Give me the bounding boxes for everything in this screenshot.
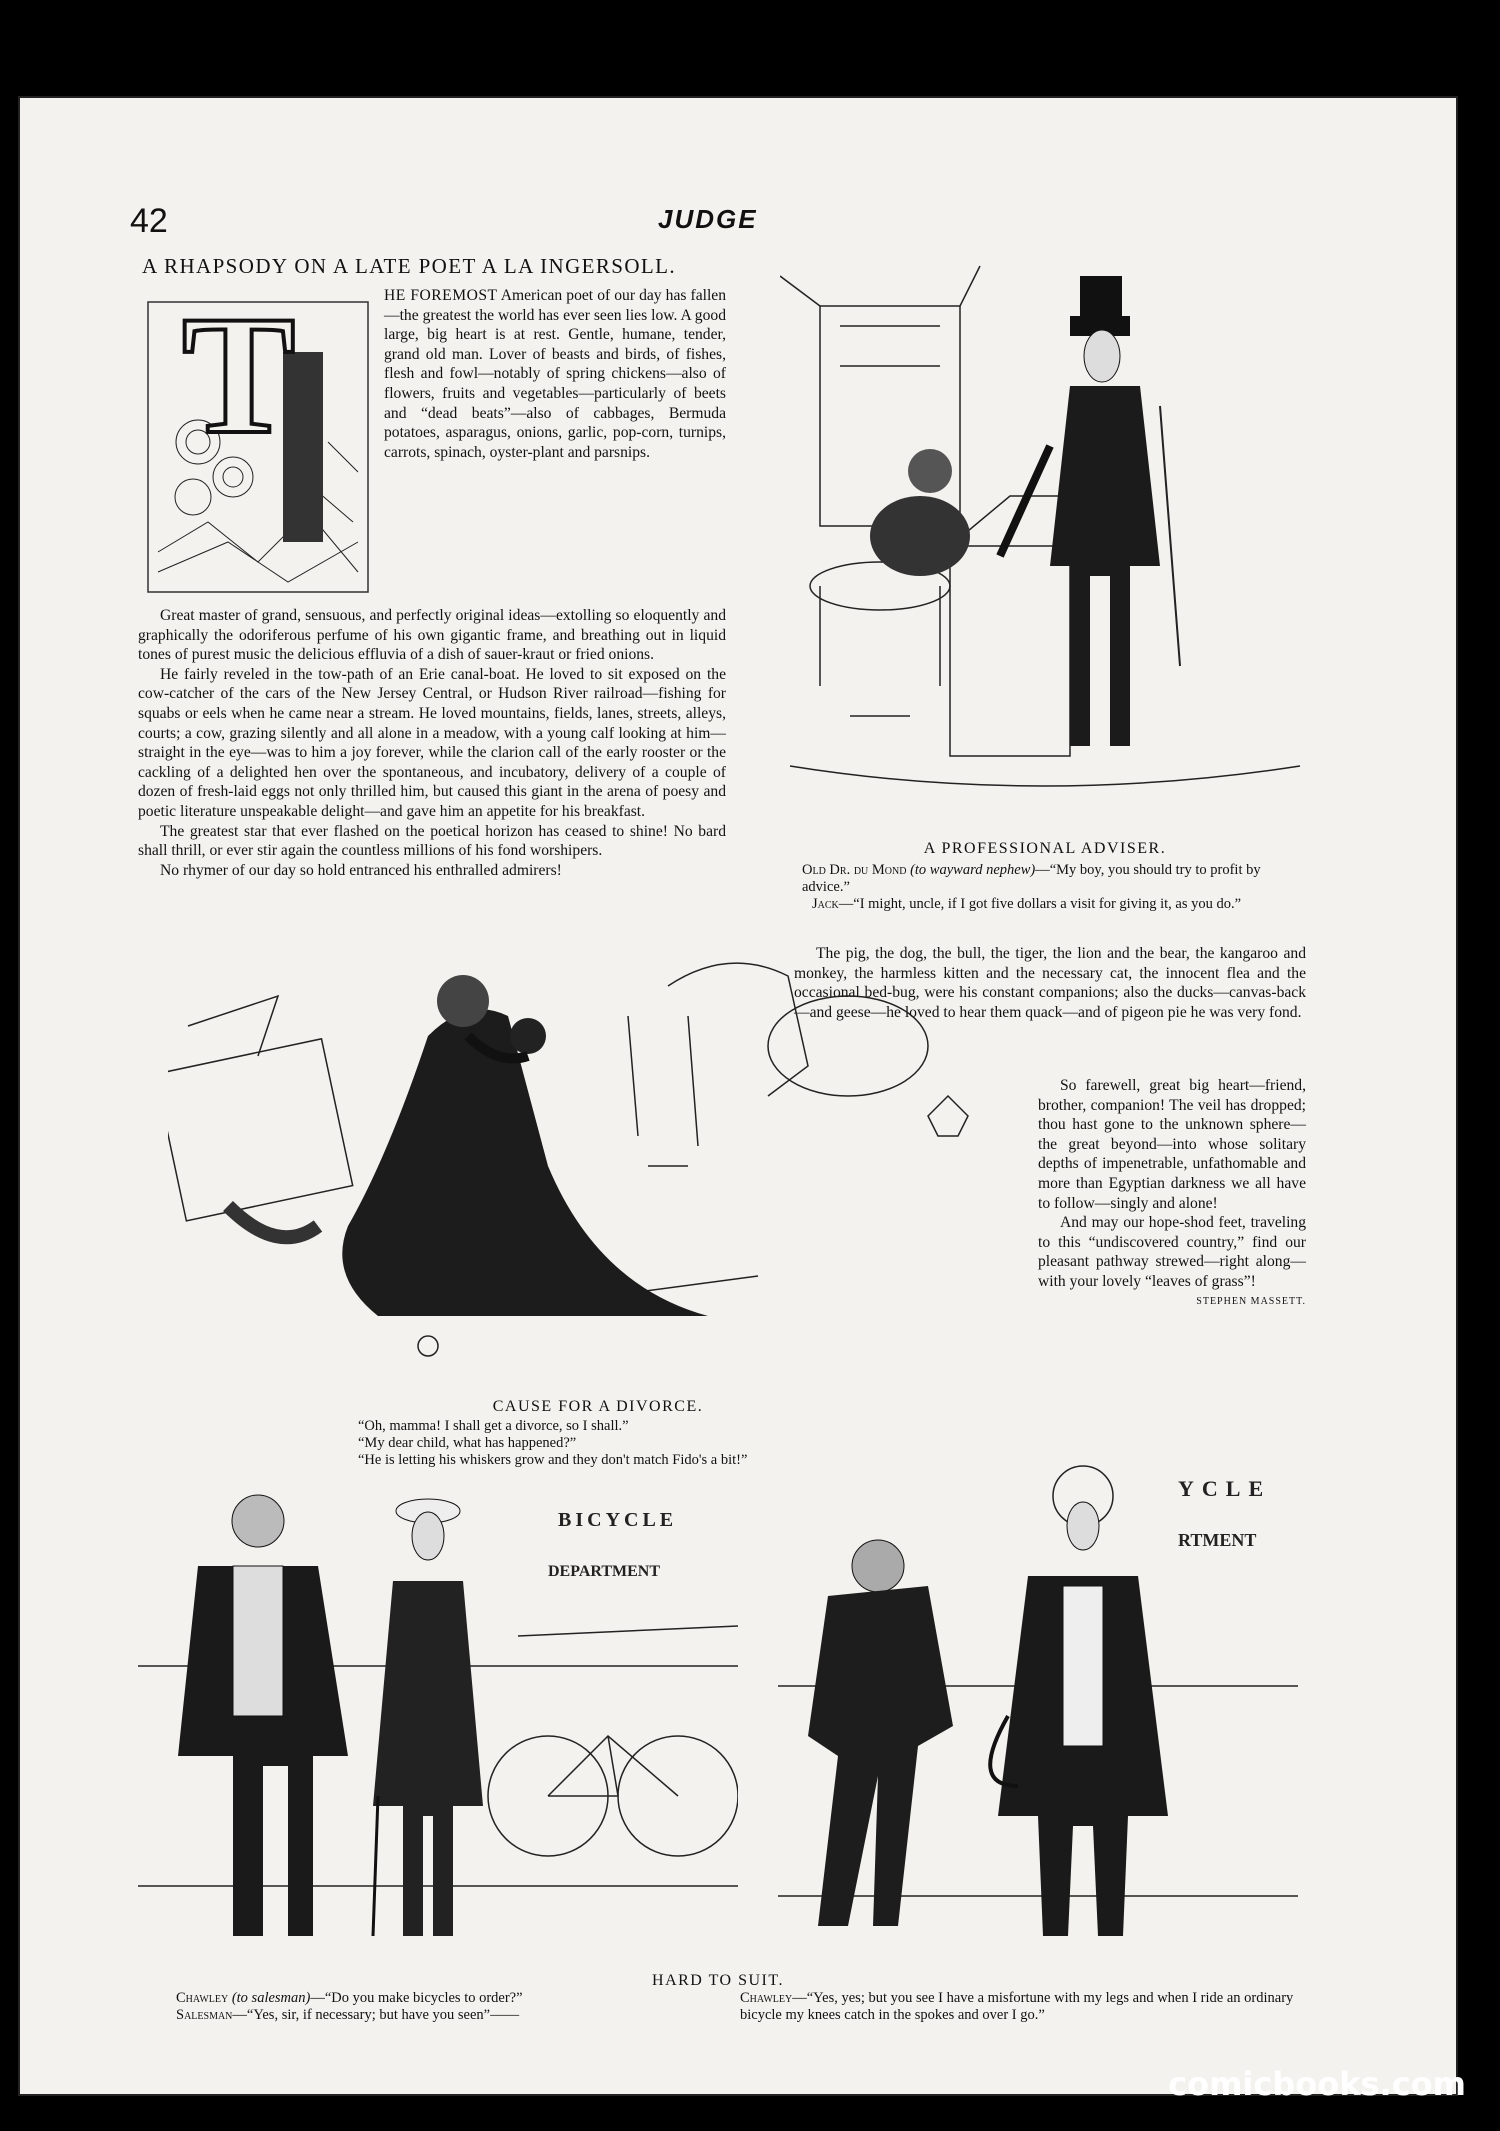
adviser-speaker-2: Jack — [812, 896, 839, 912]
bicycle-sign-top: BICYCLE — [558, 1509, 678, 1531]
bicycle-right-dialogue — [740, 1990, 1300, 2024]
adviser-speaker-1: Old Dr. du Mond — [802, 862, 907, 878]
masthead: JUDGE — [658, 204, 758, 234]
rhapsody-para8: And may our hope-shod feet, traveling to this “undiscovered country,” find our pleasant pathway strewed—right along—with your lovely “leaves of grass”! — [1038, 1214, 1306, 1290]
page-number: 42 — [130, 202, 168, 240]
divorce-caption: CAUSE FOR A DIVORCE. — [492, 1398, 704, 1415]
rhapsody-para4: The greatest star that ever flashed on the poetical horizon has ceased to shine! No bard shall thrill, or ever stir again the countless millions of his fond worshipers. — [138, 822, 726, 860]
divorce-line-2: “My dear child, what has happened?” — [358, 1435, 577, 1451]
adviser-text-2: —“I might, uncle, if I got five dollars a visit for giving it, as you do.” — [838, 896, 1242, 912]
signature: STEPHEN MASSETT. — [1196, 1295, 1306, 1307]
lead-words: HE FOREMOST — [384, 287, 498, 304]
rhapsody-column-right — [1038, 1076, 1306, 1311]
rhapsody-title: A RHAPSODY ON A LATE POET A LA INGERSOLL. — [142, 254, 677, 278]
adviser-illustration — [780, 246, 1310, 816]
rhapsody-para5: No rhymer of our day so hold entranced his enthralled admirers! — [160, 861, 562, 879]
drop-cap-letter: T — [182, 292, 296, 469]
rhapsody-para6: The pig, the dog, the bull, the tiger, the lion and the bear, the kangaroo and monkey, the harmless kitten and the necessary cat, the innocent flea and the occasional bed-bug, were his constant companions; also the ducks—canvas-back—and geese—he loved to hear them quack—and of pigeon pie he was very fond. — [794, 945, 1306, 1021]
bicycle-right-speaker: Chawley — [740, 1990, 793, 2006]
bicycle-caption: HARD TO SUIT. — [652, 1972, 784, 1989]
bicycle-left-illustration — [138, 1466, 738, 1966]
site-watermark: comicbooks.com — [1168, 2065, 1466, 2103]
magazine-page — [18, 96, 1458, 2096]
bicycle-left-speaker-2: Salesman — [176, 2007, 233, 2023]
bicycle-left-direction: (to salesman) — [231, 1990, 311, 2006]
divorce-illustration — [168, 906, 1028, 1396]
adviser-caption: A PROFESSIONAL ADVISER. — [923, 840, 1167, 857]
bicycle-sign2-top: YCLE — [1178, 1476, 1272, 1501]
adviser-text-1: —“My boy, you should try to profit by advice.” — [802, 862, 1261, 895]
rhapsody-para1 — [384, 286, 726, 462]
bicycle-right-text: —“Yes, yes; but you see I have a misfortune with my legs and when I ride an ordinary bicycle my knees catch in the spokes and over I go.” — [740, 1990, 1294, 2023]
rhapsody-para7: So farewell, great big heart—friend, brother, companion! The veil has dropped; thou hast gone to the unknown sphere—the great beyond—into whose solitary depths of impenetrable, unfathomable and more than Egyptian darkness we all have to follow—singly and alone! — [1038, 1077, 1306, 1212]
rhapsody-para3: He fairly reveled in the tow-path of an Erie canal-boat. He loved to sit exposed on the cow-catcher of the cars of the New Jersey Central, or Hudson River railroad—fishing for squabs or eels when he came near a stream. He loved mountains, fields, lanes, streets, alleys, courts; a cow, grazing silently and all alone in a meadow, with a young calf looking at him—straight in the eye—was to him a joy forever, while the clarion call of the early rooster or the cackling of a delighted hen over the spontaneous, and incubatory, delivery of a couple of dozen of fresh-laid eggs not only thrilled him, but caused this giant in the arena of poesy and poetic literature unspeakable delight—and gave him an appetite for his breakfast. — [138, 665, 726, 820]
bicycle-right-illustration — [778, 1456, 1298, 1966]
bicycle-left-dialogue — [176, 1990, 736, 2024]
bicycle-sign-bottom: DEPARTMENT — [548, 1563, 661, 1580]
drop-cap-illustration — [138, 292, 378, 602]
para1-text: American poet of our day has fallen—the greatest the world has ever seen lies low. A good large, big heart is at rest. Gentle, humane, tender, grand old man. Lover of beasts and birds, of fishes, flesh and fowl—notably of spring chickens—also of flowers, fruits and vegetables—particularly of beets and “dead beats”—also of cabbages, Bermuda potatoes, asparagus, onions, garlic, pop-corn, turnips, carrots, spinach, oyster-plant and parsnips. — [384, 287, 727, 461]
rhapsody-para2: Great master of grand, sensuous, and perfectly original ideas—extolling so eloquently and graphically the odoriferous perfume of his own gigantic frame, and breathing out in liquid tones of purest music the delicious effluvia of a dish of sauer-kraut or fried onions. — [138, 607, 726, 664]
rhapsody-column-1 — [138, 606, 726, 880]
divorce-line-1: “Oh, mamma! I shall get a divorce, so I shall.” — [358, 1418, 629, 1434]
bicycle-left-text-2: —“Yes, sir, if necessary; but have you seen”—— — [232, 2007, 520, 2023]
bicycle-left-text-1: —“Do you make bicycles to order?” — [310, 1990, 523, 2006]
bicycle-left-speaker-1: Chawley — [176, 1990, 229, 2006]
adviser-direction: (to wayward nephew) — [910, 862, 1036, 878]
divorce-line-3: “He is letting his whiskers grow and they don't match Fido's a bit!” — [358, 1452, 748, 1468]
bicycle-sign2-bottom: RTMENT — [1178, 1530, 1257, 1550]
